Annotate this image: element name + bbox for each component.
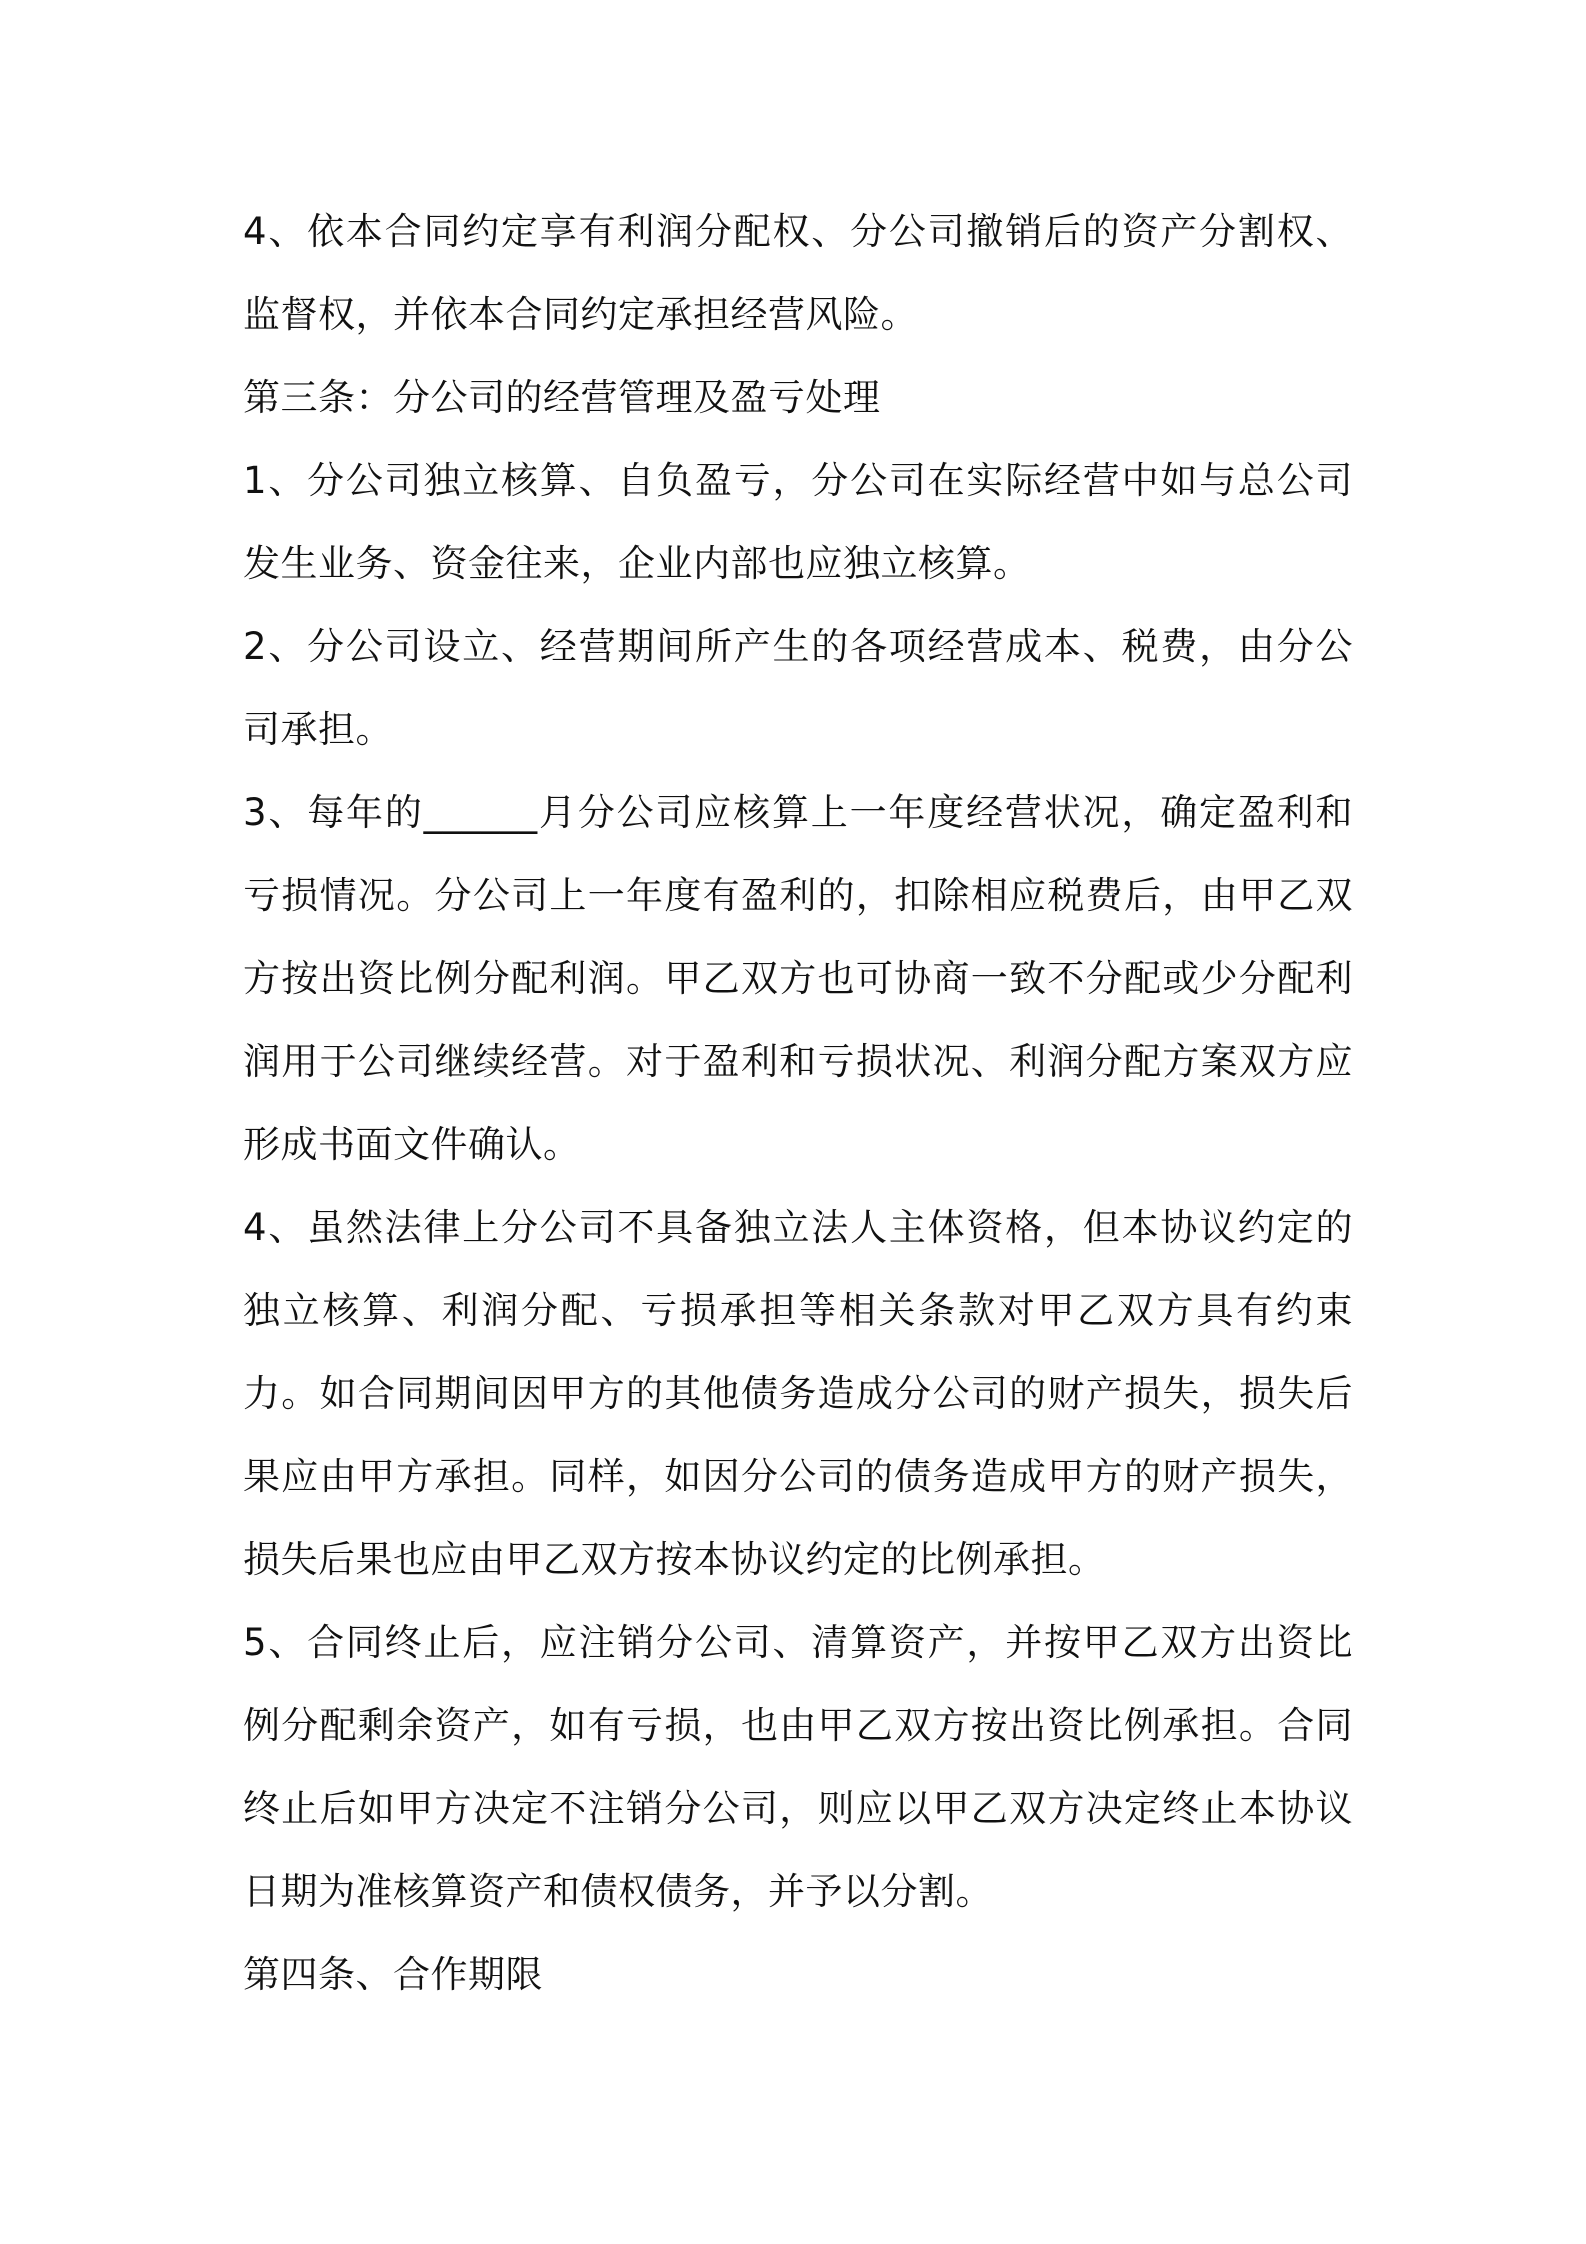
article-3-item-5: 5、合同终止后，应注销分公司、清算资产，并按甲乙双方出资比例分配剩余资产，如有亏损，也由甲乙双方按出资比例承担。合同终止后如甲方决定不注销分公司，则应以甲乙双方决定终止本协议日期为准核算资产和债权债务，并予以分割。 xyxy=(243,1621,1353,1913)
article-3-item-3: 3、每年的______月分公司应核算上一年度经营状况，确定盈利和亏损情况。分公司上一年度有盈利的，扣除相应税费后，由甲乙双方按出资比例分配利润。甲乙双方也可协商一致不分配或少分配利润用于公司继续经营。对于盈利和亏损状况、利润分配方案双方应形成书面文件确认。 xyxy=(243,791,1353,1166)
article-3-heading: 第三条：分公司的经营管理及盈亏处理 xyxy=(243,376,881,419)
clause-2-item-4: 4、依本合同约定享有利润分配权、分公司撤销后的资产分割权、监督权，并依本合同约定承担经营风险。 xyxy=(243,210,1353,336)
article-3-item-4: 4、虽然法律上分公司不具备独立法人主体资格，但本协议约定的独立核算、利润分配、亏损承担等相关条款对甲乙双方具有约束力。如合同期间因甲方的其他债务造成分公司的财产损失，损失后果应由甲方承担。同样，如因分公司的债务造成甲方的财产损失，损失后果也应由甲乙双方按本协议约定的比例承担。 xyxy=(243,1206,1353,1581)
document-body xyxy=(243,190,1353,2016)
article-3-item-2: 2、分公司设立、经营期间所产生的各项经营成本、税费，由分公司承担。 xyxy=(243,625,1353,751)
article-3-item-1: 1、分公司独立核算、自负盈亏，分公司在实际经营中如与总公司发生业务、资金往来，企业内部也应独立核算。 xyxy=(243,459,1353,585)
article-4-heading: 第四条、合作期限 xyxy=(243,1953,543,1996)
